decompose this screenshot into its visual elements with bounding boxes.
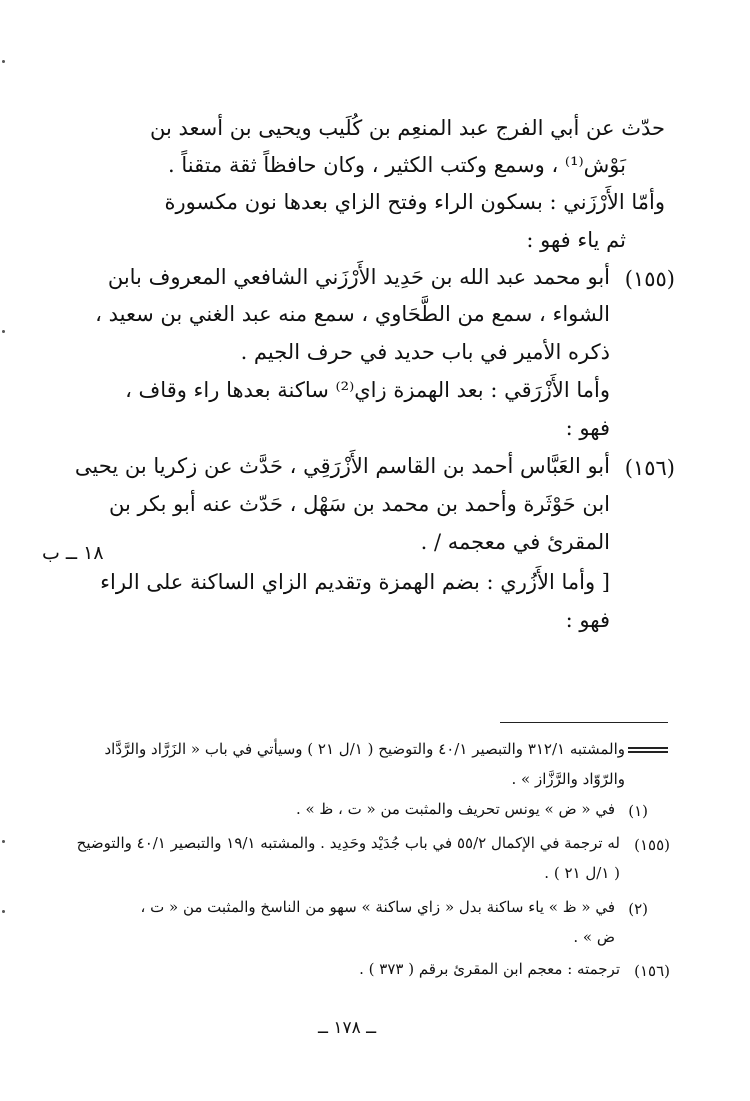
text-line: ابن حَوْثَرة وأحمد بن محمد بن سَهْل ، حَدّث عنه أبو بكر بن (108, 492, 610, 516)
footnote-number: (١٥٥) (634, 836, 670, 854)
text-line: وأما الأَزْرَقي : بعد الهمزة زاي⁽²⁾ ساكنة بعدها راء وقاف ، (125, 378, 610, 402)
entry-number-156: (١٥٦) (624, 456, 675, 480)
text-line: المقرئ في معجمه / . (420, 530, 610, 554)
scan-dot (2, 330, 5, 333)
text-line: الشواء ، سمع من الطَّحَاوي ، سمع منه عبد الغني بن سعيد ، (95, 302, 610, 326)
text-line: فهو : (565, 608, 610, 632)
footnote-line: والرّوّاد والرَّزَّاز » . (511, 770, 625, 788)
footnote-line: في « ظ » ياء ساكنة بدل « زاي ساكنة » سهو من الناسخ والمثبت من « ت ، (140, 898, 615, 916)
text-line: بَوْش⁽¹⁾ ، وسمع وكتب الكثير ، وكان حافظاً ثقة متقناً . (168, 153, 626, 177)
continuation-mark (628, 747, 668, 753)
footnote-line: في « ض » يونس تحريف والمثبت من « ت ، ظ » . (295, 800, 615, 818)
footnote-number: (١٥٦) (634, 962, 670, 980)
footnote-line: ض » . (573, 928, 615, 946)
manuscript-folio-marker: ١٨ ــ ب (42, 542, 104, 564)
footnote-line: ترجمته : معجم ابن المقرئ برقم ( ٣٧٣ ) . (359, 960, 620, 978)
text-line: وأمّا الأَرْزَني : بسكون الراء وفتح الزاي بعدها نون مكسورة (164, 190, 665, 214)
text-line: أبو العَبَّاس أحمد بن القاسم الأَزْرَقِي ، حَدَّث عن زكريا بن يحيى (74, 454, 610, 478)
text-line: [ وأما الأَزُري : بضم الهمزة وتقديم الزاي الساكنة على الراء (100, 570, 610, 594)
footnote-number: (٢) (628, 900, 648, 918)
text-line: حدّث عن أبي الفرج عبد المنعِم بن كُلَيب ويحيى بن أسعد بن (150, 116, 665, 140)
text-line: أبو محمد عبد الله بن حَدِيد الأَرْزَني الشافعي المعروف بابن (107, 265, 610, 289)
scan-dot (2, 910, 5, 913)
footnote-line: والمشتبه ٣١٢/١ والتبصير ٤٠/١ والتوضيح ( ١/ل ٢١ ) وسيأتي في باب « الزَرَّاد والرَّدَّاد (104, 740, 625, 758)
text-line: ذكره الأمير في باب حديد في حرف الجيم . (240, 340, 610, 364)
scan-dot (2, 60, 5, 63)
footnote-line: له ترجمة في الإكمال ٥٥/٢ في باب جُدَيْد وحَدِيد . والمشتبه ١٩/١ والتبصير ٤٠/١ والتوضيح (76, 834, 620, 852)
text-line: فهو : (565, 416, 610, 440)
entry-number-155: (١٥٥) (624, 267, 675, 291)
footnote-line: ( ١/ل ٢١ ) . (544, 864, 620, 882)
footnote-separator (500, 722, 668, 723)
footnote-number: (١) (628, 802, 648, 820)
scan-dot (2, 840, 5, 843)
text-line: ثم ياء فهو : (526, 228, 626, 252)
page-number: ــ ١٧٨ ــ (318, 1018, 377, 1038)
